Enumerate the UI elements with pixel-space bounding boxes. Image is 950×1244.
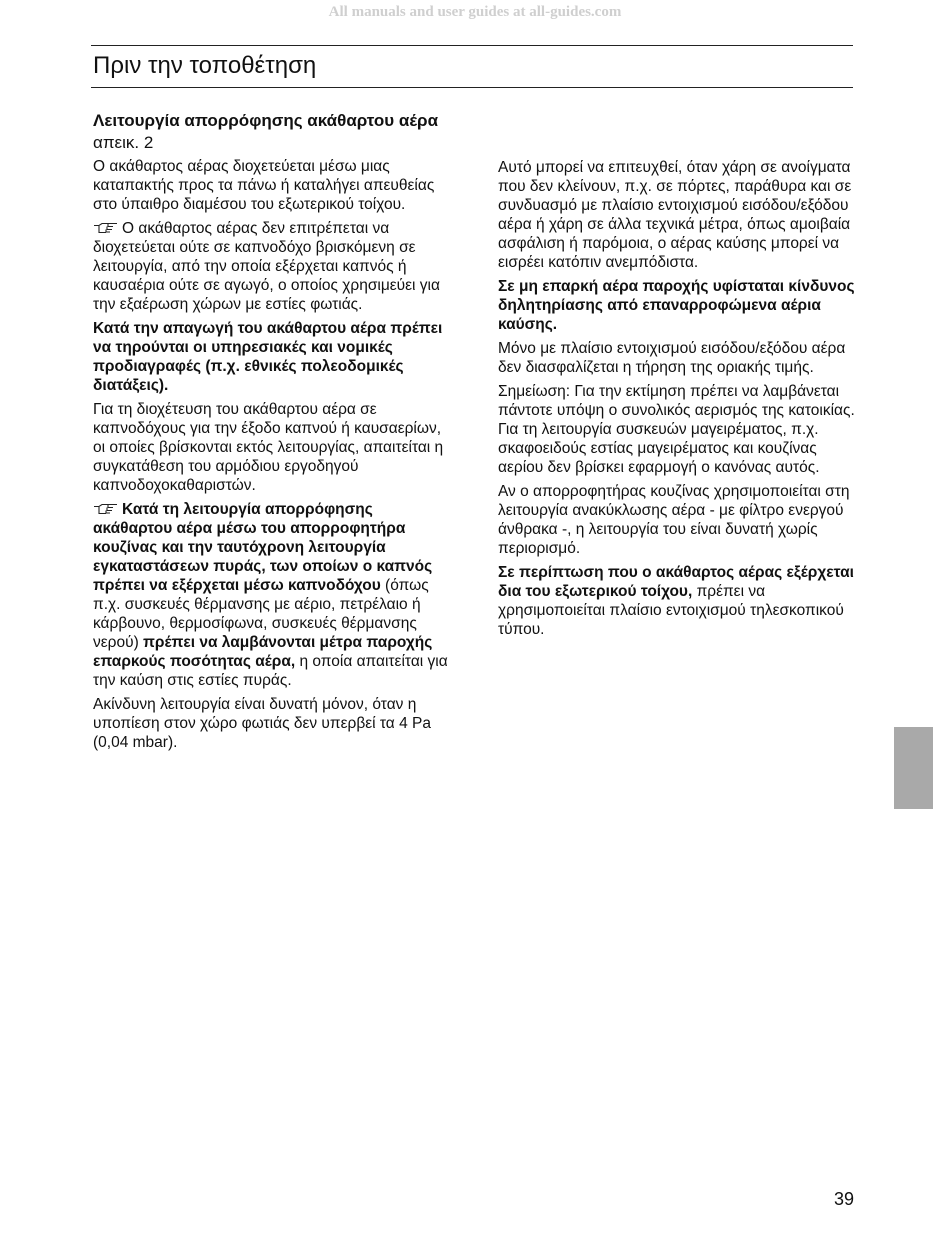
text: (όπως π.χ. συσκευές θέρμανσης με αέριο, πετρέλαιο ή κάρβουνο, θερμοσίφωνα, συσκευές θέρμανσης νερού) <box>93 577 429 651</box>
paragraph: Μόνο με πλαίσιο εντοιχισμού εισόδου/εξόδου αέρα δεν διασφαλίζεται η τήρηση της οριακής τιμής. <box>498 340 846 376</box>
paragraph: Για τη διοχέτευση του ακάθαρτου αέρα σε καπνοδόχους για την έξοδο καπνού ή καυσαερίων, οι οποίες βρίσκονται εκτός λειτουργίας, απαιτείται η συγκατάθεση του αρμόδιου εργοδηγού καπνοδοχοκαθαριστών. <box>93 401 444 494</box>
bold-paragraph <box>498 277 860 334</box>
paragraph: Ο ακάθαρτος αέρας διοχετεύεται μέσω μιας καταπακτής προς τα πάνω ή καταλήγει απευθείας στο ύπαιθρο διαμέσου του εξωτερικού τοίχου. <box>93 158 435 213</box>
watermark: All manuals and user guides at all-guides.com <box>328 4 622 20</box>
section-heading-title: Λειτουργία απορρόφησης ακάθαρτου αέρα <box>93 111 439 130</box>
side-tab <box>894 727 933 809</box>
paragraph: Αυτό μπορεί να επιτευχθεί, όταν χάρη σε ανοίγματα που δεν κλείνουν, π.χ. σε πόρτες, παράθυρα και σε συνδυασμό με πλαίσιο εντοιχισμού εισόδου/εξόδου αέρα ή χάρη σε άλλα τεχνικά μέτρα, όπως αμοιβαία ασφάλιση ή παρόμοια, ο αέρας καύσης μπορεί να εισρέει κατόπιν ανεμπόδιστα. <box>498 159 852 271</box>
bold-text: Κατά την απαγωγή του ακάθαρτου αέρα πρέπει να τηρούνται οι υπηρεσιακές και νομικές προδιαγραφές (π.χ. εθνικές πολεοδομικές διατάξεις). <box>93 320 443 394</box>
text: η οποία απαιτείται για την καύση στις εστίες πυράς. <box>93 653 448 689</box>
mixed-paragraph <box>498 563 860 639</box>
bold-text: πρέπει να λαμβάνονται μέτρα παροχής επαρκούς ποσότητας αέρα, <box>93 634 433 670</box>
note-paragraph <box>93 500 453 690</box>
header-rule-bottom <box>91 87 853 88</box>
bold-text: Κατά τη λειτουργία απορρόφησης ακάθαρτου αέρα μέσω του απορροφητήρα κουζίνας και την ταυτόχρονη λειτουργία εγκαταστάσεων πυράς, των οποίων ο καπνός πρέπει να εξέρχεται μέσω καπνοδόχου <box>93 501 433 594</box>
paragraph: Αν ο απορροφητήρας κουζίνας χρησιμοποιείται στη λειτουργία ανακύκλωσης αέρα - με φίλτρο ενεργού άνθρακα -, η λειτουργία του είναι δυνατή χωρίς περιορισμό. <box>498 483 850 557</box>
header-rule-top <box>91 45 853 46</box>
paragraph: Σημείωση: Για την εκτίμηση πρέπει να λαμβάνεται πάντοτε υπόψη ο συνολικός αερισμός της κατοικίας. Για τη λειτουργία συσκευών μαγειρέματος, π.χ. σκαφοειδούς εστίας μαγειρέματος και κουζίνας αερίου δεν βρίσκει εφαρμογή ο κανόνας αυτός. <box>498 383 855 476</box>
pointing-hand-icon <box>93 502 119 516</box>
left-column <box>93 110 453 757</box>
bold-paragraph <box>93 319 453 395</box>
text: πρέπει να χρησιμοποιείται πλαίσιο εντοιχισμού τηλεσκοπικού τύπου. <box>498 583 844 638</box>
bold-text: Σε περίπτωση που ο ακάθαρτος αέρας εξέρχεται δια του εξωτερικού τοίχου, <box>498 564 854 600</box>
pointing-hand-icon <box>93 221 119 235</box>
page-title: Πριν την τοποθέτηση <box>93 52 317 79</box>
section-heading <box>93 110 453 154</box>
section-heading-figure-ref: απεικ. 2 <box>93 133 154 152</box>
note-text: Ο ακάθαρτος αέρας δεν επιτρέπεται να διοχετεύεται ούτε σε καπνοδόχο βρισκόμενη σε λειτουργία, από την οποία εξέρχεται καπνός ή καυσαέρια ούτε σε αγωγό, ο οποίος χρησιμεύει για την εξαέρωση χώρων με εστίες φωτιάς. <box>93 220 440 313</box>
note-paragraph <box>93 219 453 314</box>
paragraph: Ακίνδυνη λειτουργία είναι δυνατή μόνον, όταν η υποπίεση στον χώρο φωτιάς δεν υπερβεί τα 4 Pa (0,04 mbar). <box>93 696 431 751</box>
right-column <box>498 158 860 644</box>
bold-text: Σε μη επαρκή αέρα παροχής υφίσταται κίνδυνος δηλητηρίασης από επαναρροφώμενα αέρια καύσης. <box>498 278 855 333</box>
page-number: 39 <box>833 1189 854 1209</box>
